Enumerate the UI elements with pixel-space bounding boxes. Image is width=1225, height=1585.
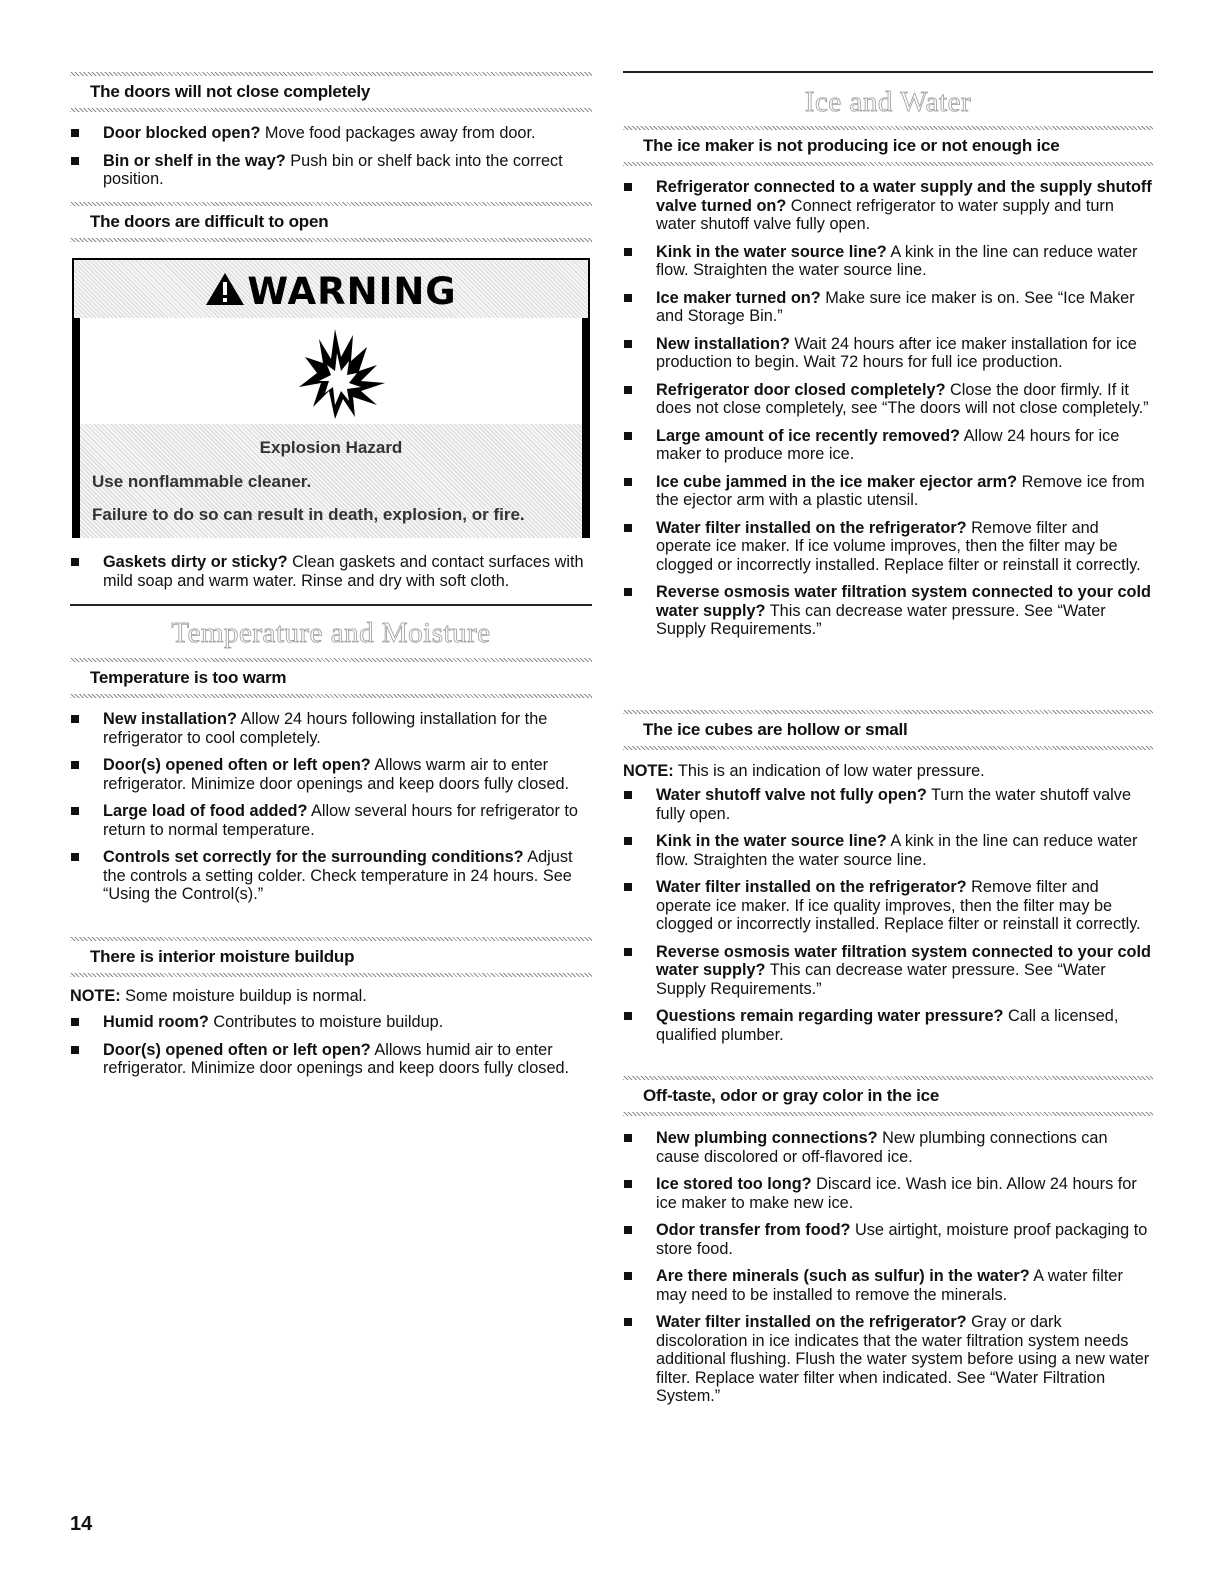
condition-title: The doors will not close completely	[90, 82, 371, 101]
item-answer: A kink in the line can reduce water flow. Straighten the water source line.	[656, 832, 1138, 869]
square-bullet-icon	[624, 524, 632, 532]
warning-hazard-title: Explosion Hazard	[259, 438, 403, 457]
item-question: Ice stored too long?	[656, 1175, 812, 1193]
note-label: NOTE:	[70, 987, 121, 1005]
condition-header-temp-warm	[70, 658, 592, 698]
item-answer: Push bin or shelf back into the correct position.	[103, 151, 563, 188]
list-item	[70, 802, 592, 839]
section-title-temperature: Temperature and Moisture	[171, 617, 491, 649]
square-bullet-icon	[624, 1226, 632, 1234]
item-question: Ice cube jammed in the ice maker ejector arm?	[656, 472, 1018, 491]
list-item	[70, 152, 592, 189]
condition-title: The ice maker is not producing ice or not enough ice	[643, 136, 1060, 155]
square-bullet-icon	[624, 837, 632, 845]
list-item	[623, 583, 1153, 639]
item-answer: Remove filter and operate ice maker. If ice volume improves, then the filter may be clogged or incorrectly installed. Replace filter or reinstall it correctly.	[656, 518, 1141, 574]
item-question: Refrigerator door closed completely?	[656, 380, 946, 399]
square-bullet-icon	[71, 558, 79, 566]
warning-triangle-icon	[205, 272, 245, 306]
list-item	[623, 427, 1153, 464]
item-question: Water filter installed on the refrigerator?	[656, 1313, 967, 1331]
explosion-icon-area	[80, 318, 582, 424]
warning-header	[74, 260, 588, 318]
list-item	[70, 1041, 592, 1078]
item-answer: Contributes to moisture buildup.	[208, 1013, 444, 1031]
square-bullet-icon	[624, 183, 632, 191]
square-bullet-icon	[624, 248, 632, 256]
item-answer: Remove ice from the ejector arm with a plastic utensil.	[656, 472, 1145, 509]
item-answer: Call a licensed, qualified plumber.	[656, 1007, 1119, 1044]
list-item	[70, 553, 592, 590]
square-bullet-icon	[71, 715, 79, 723]
item-answer: This can decrease water pressure. See “Water Supply Requirements.”	[656, 961, 1106, 998]
section-title-ice-water: Ice and Water	[804, 86, 972, 118]
item-answer: Discard ice. Wash ice bin. Allow 24 hours for ice maker to make new ice.	[656, 1175, 1137, 1212]
item-question: Water filter installed on the refrigerator?	[656, 518, 967, 537]
section-rule	[623, 71, 1153, 73]
item-answer: Allow 24 hours for ice maker to produce more ice.	[656, 426, 1120, 463]
temp-warm-list	[70, 710, 592, 913]
off-taste-list	[623, 1129, 1153, 1415]
item-answer: A water filter may need to be installed to remove the minerals.	[656, 1267, 1123, 1304]
doors-not-close-list	[70, 124, 592, 198]
item-question: New installation?	[103, 710, 237, 728]
list-item	[70, 1013, 592, 1032]
item-answer: Close the door firmly. If it does not close completely, see “The doors will not close completely.”	[656, 380, 1149, 417]
list-item	[623, 832, 1153, 869]
item-answer: Remove filter and operate ice maker. If ice quality improves, then the filter may be clogged or incorrectly installed. Replace filter or reinstall it correctly.	[656, 878, 1141, 933]
square-bullet-icon	[624, 1318, 632, 1326]
item-answer: Allows humid air to enter refrigerator. Minimize door openings and keep doors fully closed.	[103, 1040, 570, 1077]
square-bullet-icon	[624, 340, 632, 348]
list-item	[623, 519, 1153, 575]
item-question: Door blocked open?	[103, 124, 261, 142]
item-answer: Turn the water shutoff valve fully open.	[656, 786, 1131, 823]
condition-title: The ice cubes are hollow or small	[643, 720, 908, 739]
item-answer: Wait 24 hours after ice maker installation for ice production to begin. Wait 72 hours for full ice production.	[656, 334, 1137, 371]
list-item	[623, 1267, 1153, 1304]
list-item	[623, 1175, 1153, 1212]
condition-title: The doors are difficult to open	[90, 212, 329, 231]
section-rule	[70, 604, 592, 606]
square-bullet-icon	[71, 853, 79, 861]
list-item	[70, 848, 592, 904]
list-item	[623, 381, 1153, 418]
square-bullet-icon	[71, 129, 79, 137]
condition-title: There is interior moisture buildup	[90, 947, 355, 966]
item-question: Large amount of ice recently removed?	[656, 426, 961, 445]
square-bullet-icon	[624, 478, 632, 486]
square-bullet-icon	[624, 1134, 632, 1142]
item-question: Reverse osmosis water filtration system connected to your cold water supply?	[656, 942, 1151, 979]
item-question: Door(s) opened often or left open?	[103, 756, 371, 774]
not-producing-list	[623, 178, 1153, 648]
condition-header-off-taste	[623, 1076, 1153, 1116]
square-bullet-icon	[71, 761, 79, 769]
square-bullet-icon	[624, 1272, 632, 1280]
item-question: Refrigerator connected to a water supply and the supply shutoff valve turned on?	[656, 178, 1152, 215]
note-label: NOTE:	[623, 762, 674, 780]
item-answer: Allows warm air to enter refrigerator. Minimize door openings and keep doors fully closed.	[103, 756, 570, 793]
item-question: Are there minerals (such as sulfur) in the water?	[656, 1267, 1030, 1285]
moisture-list	[70, 1013, 592, 1087]
gaskets-list	[70, 553, 592, 599]
square-bullet-icon	[624, 948, 632, 956]
item-question: Questions remain regarding water pressure?	[656, 1007, 1004, 1025]
item-answer: Use airtight, moisture proof packaging to store food.	[656, 1221, 1148, 1258]
square-bullet-icon	[71, 1046, 79, 1054]
explosion-icon	[277, 321, 397, 421]
square-bullet-icon	[624, 386, 632, 394]
square-bullet-icon	[624, 294, 632, 302]
warning-box	[72, 258, 590, 538]
note-text: Some moisture buildup is normal.	[120, 987, 367, 1005]
list-item	[623, 1313, 1153, 1406]
list-item	[623, 289, 1153, 326]
square-bullet-icon	[624, 883, 632, 891]
item-answer: Move food packages away from door.	[260, 124, 536, 142]
item-answer: Gray or dark discoloration in ice indicates that the water filtration system needs additional flushing. Flush the water system before using a new water filter. Replace water filter when indicated. See “Water Filtration System.”	[656, 1313, 1150, 1405]
item-answer: Adjust the controls a setting colder. Check temperature in 24 hours. See “Using the Control(s).”	[103, 848, 573, 903]
list-item	[623, 786, 1153, 823]
square-bullet-icon	[71, 157, 79, 165]
item-answer: Connect refrigerator to water supply and turn water shutoff valve fully open.	[656, 196, 1114, 233]
item-question: Large load of food added?	[103, 802, 308, 820]
condition-title: Temperature is too warm	[90, 668, 287, 687]
item-question: New installation?	[656, 334, 790, 353]
list-item	[623, 178, 1153, 234]
hollow-list	[623, 786, 1153, 1053]
list-item	[623, 473, 1153, 510]
item-question: Gaskets dirty or sticky?	[103, 553, 288, 571]
item-question: Humid room?	[103, 1013, 209, 1031]
warning-instruction: Use nonflammable cleaner.	[92, 472, 312, 491]
list-item	[70, 710, 592, 747]
warning-body	[80, 424, 582, 538]
item-question: Bin or shelf in the way?	[103, 151, 286, 170]
moisture-note	[70, 987, 367, 1006]
list-item	[70, 756, 592, 793]
page-number: 14	[70, 1513, 93, 1535]
condition-header-doors-difficult	[70, 202, 592, 242]
item-answer: New plumbing connections can cause discolored or off-flavored ice.	[656, 1129, 1108, 1166]
list-item	[70, 124, 592, 143]
item-answer: Clean gaskets and contact surfaces with mild soap and warm water. Rinse and dry with soft cloth.	[103, 553, 584, 590]
list-item	[623, 1129, 1153, 1166]
condition-header-hollow	[623, 710, 1153, 750]
item-answer: A kink in the line can reduce water flow. Straighten the water source line.	[656, 242, 1138, 279]
item-question: Controls set correctly for the surrounding conditions?	[103, 848, 524, 866]
item-answer: Make sure ice maker is on. See “Ice Maker and Storage Bin.”	[656, 288, 1135, 325]
square-bullet-icon	[71, 1018, 79, 1026]
list-item	[623, 243, 1153, 280]
note-text: This is an indication of low water pressure.	[673, 762, 985, 780]
item-question: Kink in the water source line?	[656, 832, 887, 850]
warning-word: WARNING	[247, 270, 457, 313]
square-bullet-icon	[624, 1180, 632, 1188]
item-question: Kink in the water source line?	[656, 242, 887, 261]
item-answer: This can decrease water pressure. See “Water Supply Requirements.”	[656, 601, 1106, 638]
condition-title: Off-taste, odor or gray color in the ice	[643, 1086, 940, 1105]
square-bullet-icon	[624, 791, 632, 799]
list-item	[623, 1221, 1153, 1258]
item-question: New plumbing connections?	[656, 1129, 878, 1147]
condition-header-moisture	[70, 937, 592, 977]
item-answer: Allow 24 hours following installation for the refrigerator to cool completely.	[103, 710, 548, 747]
item-question: Reverse osmosis water filtration system connected to your cold water supply?	[656, 583, 1151, 620]
square-bullet-icon	[71, 807, 79, 815]
list-item	[623, 335, 1153, 372]
square-bullet-icon	[624, 588, 632, 596]
warning-consequence: Failure to do so can result in death, explosion, or fire.	[92, 505, 525, 524]
condition-header-not-producing	[623, 126, 1153, 166]
hollow-note	[623, 762, 985, 781]
square-bullet-icon	[624, 432, 632, 440]
list-item	[623, 878, 1153, 934]
list-item	[623, 1007, 1153, 1044]
item-question: Ice maker turned on?	[656, 288, 821, 307]
item-answer: Allow several hours for refrigerator to return to normal temperature.	[103, 802, 578, 839]
item-question: Water filter installed on the refrigerator?	[656, 878, 967, 896]
list-item	[623, 943, 1153, 999]
condition-header-doors-not-close	[70, 72, 592, 112]
item-question: Odor transfer from food?	[656, 1221, 851, 1239]
item-question: Door(s) opened often or left open?	[103, 1040, 371, 1059]
item-question: Water shutoff valve not fully open?	[656, 786, 927, 804]
square-bullet-icon	[624, 1012, 632, 1020]
